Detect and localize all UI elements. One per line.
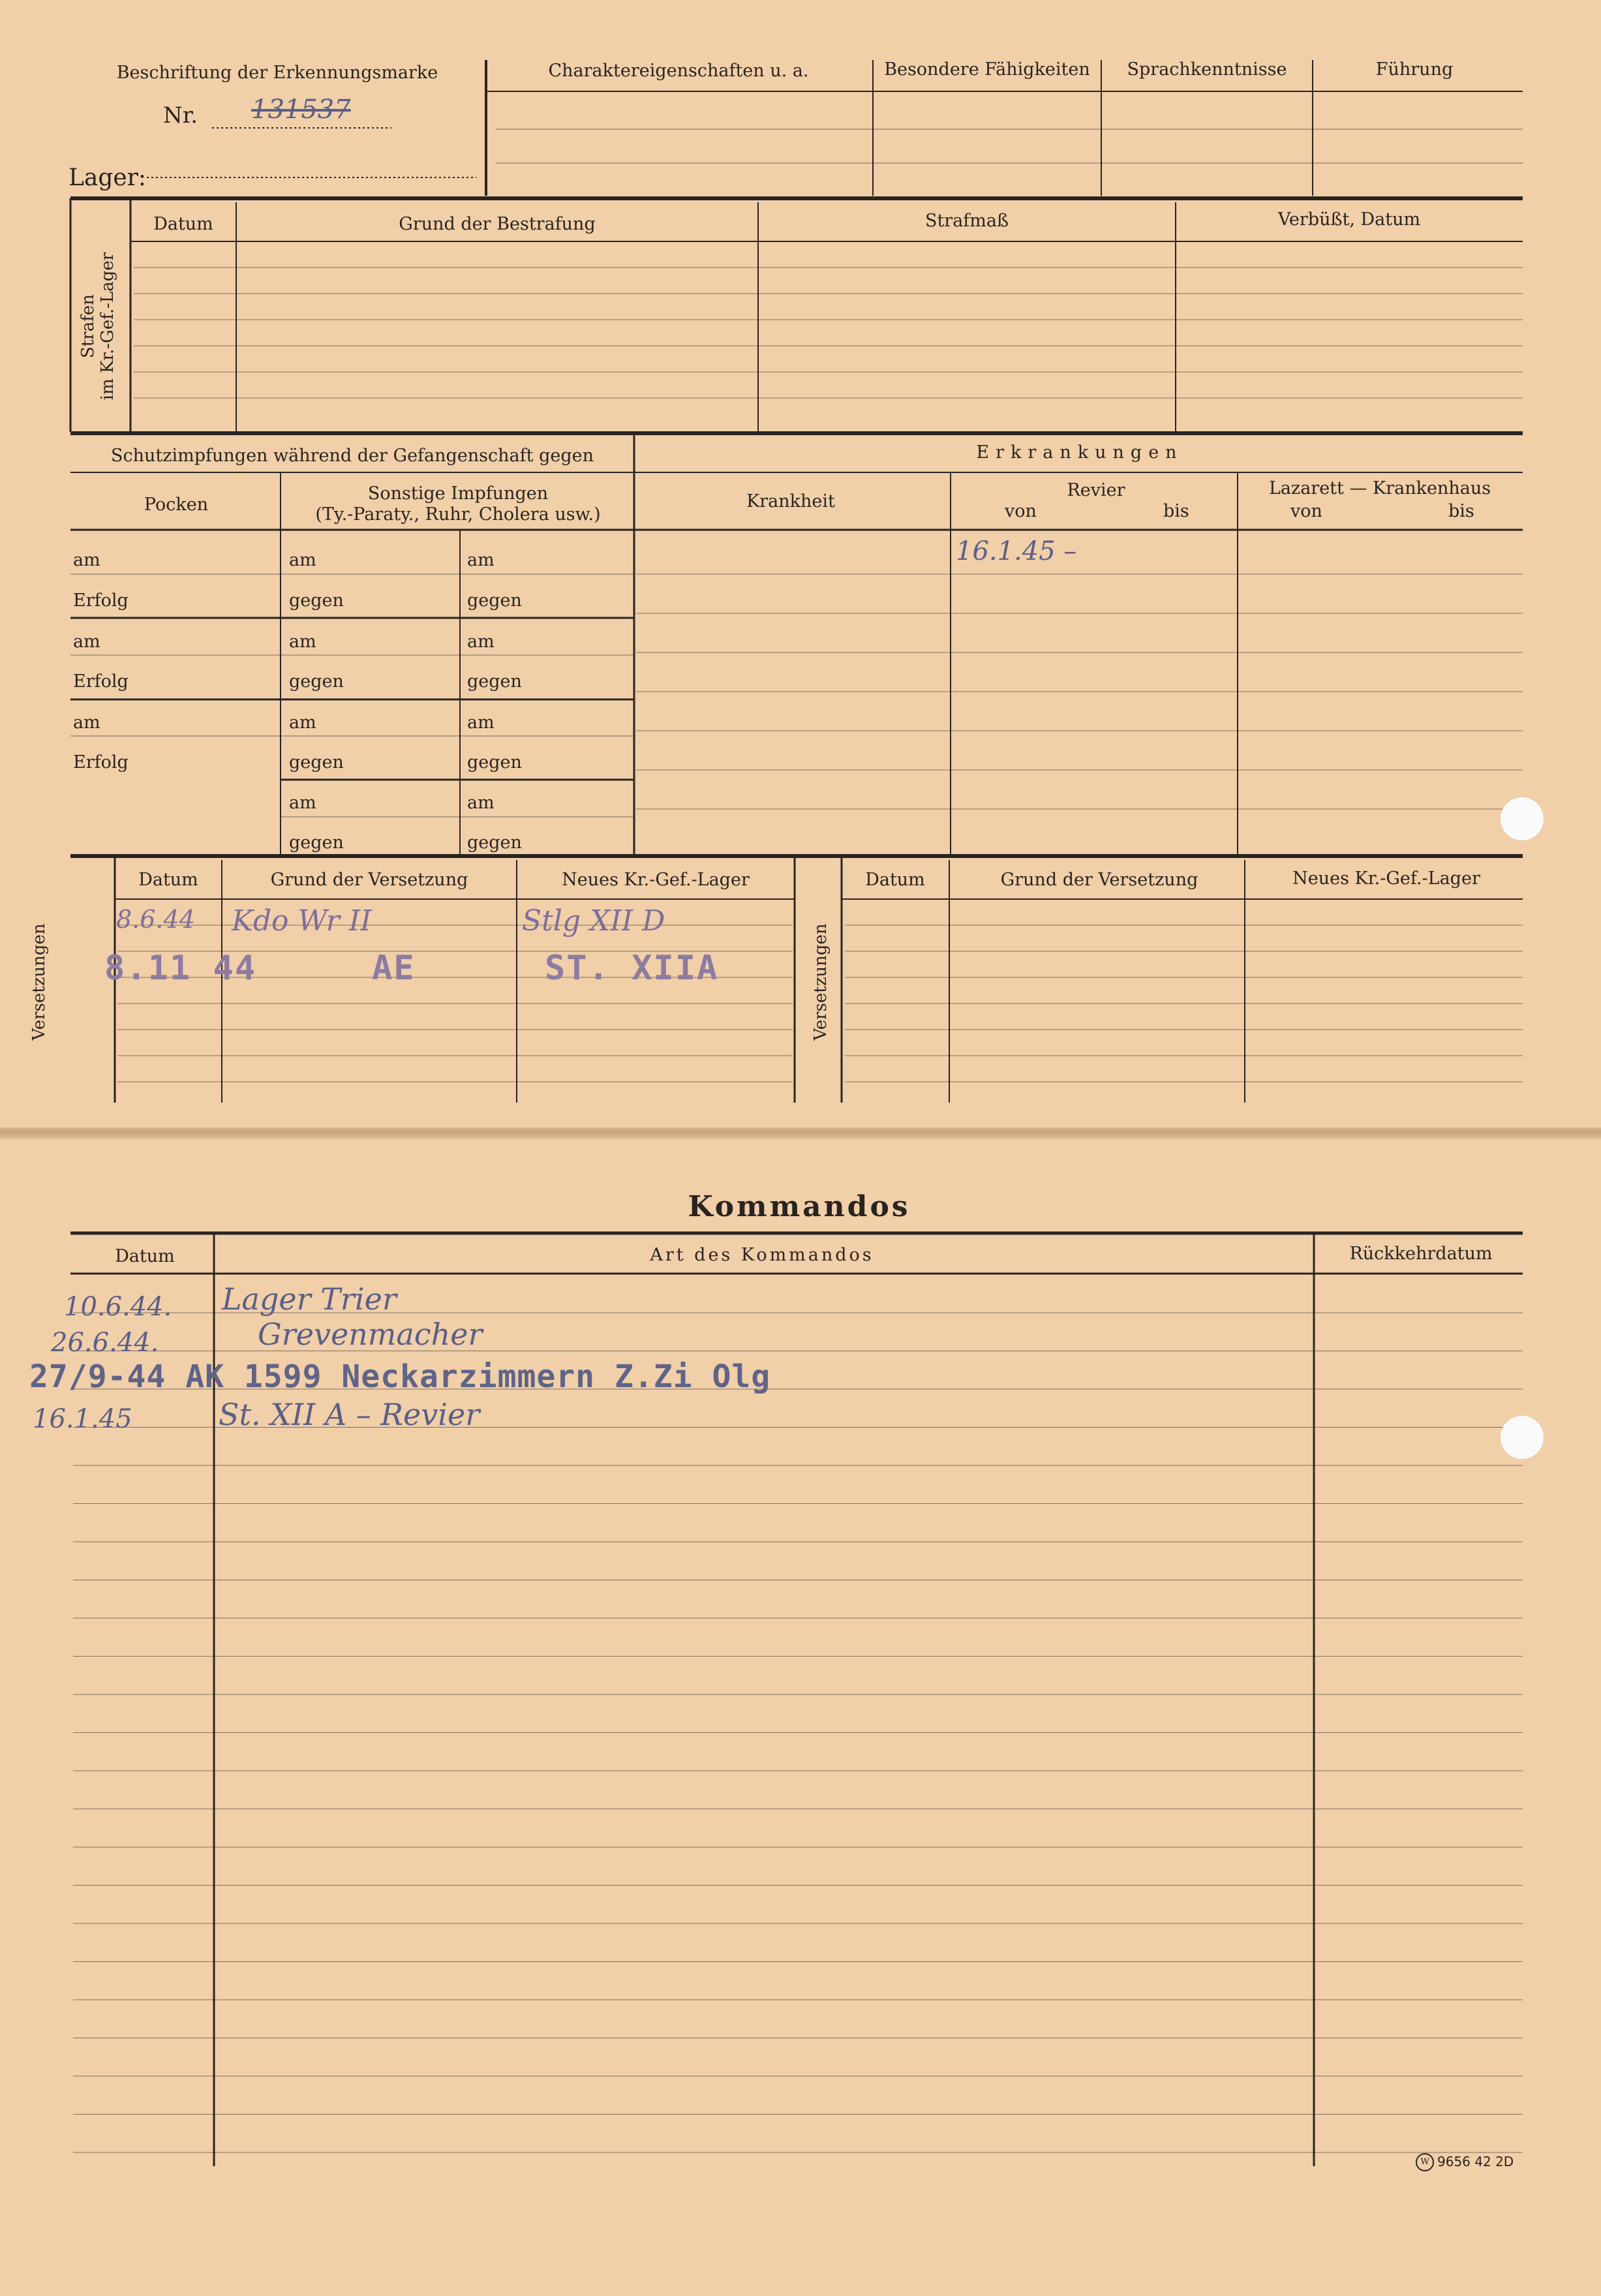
punch-hole	[1501, 1416, 1544, 1459]
vers-col-datum-r: Datum	[865, 870, 925, 890]
erk-lazarett-bis: bis	[1448, 501, 1474, 521]
col-charakter: Charaktereigenschaften u. a.	[548, 61, 809, 81]
vers-hw-datum: 8.6.44	[116, 905, 195, 934]
sonst-gegen-3b: gegen	[467, 752, 522, 773]
kommando-col-art: Art des Kommandos	[650, 1245, 874, 1265]
erkrankungen-title: Erkrankungen	[976, 442, 1183, 463]
kommando-text-1: Lager Trier	[222, 1281, 397, 1317]
strafen-col-verbuesst: Verbüßt, Datum	[1277, 209, 1421, 230]
footer-code: 9656 42 2D	[1437, 2154, 1514, 2169]
nr-value: 131537	[251, 95, 351, 125]
erk-col-revier: Revier	[1067, 480, 1125, 500]
sonst-am-2b: am	[467, 632, 495, 652]
sonst-am-2a: am	[289, 632, 316, 652]
punch-hole	[1501, 797, 1544, 840]
col-sprachkenntnisse: Sprachkenntnisse	[1127, 59, 1287, 80]
pocken-erfolg-1: Erfolg	[73, 590, 129, 611]
vers-col-lager-l: Neues Kr.-Gef.-Lager	[562, 870, 750, 890]
vers-stamp-datum: 8.11 44	[104, 949, 257, 988]
sonst-am-1b: am	[467, 550, 495, 570]
strafen-col-datum: Datum	[153, 214, 213, 234]
versetzungen-side-label-right: Versetzungen	[811, 923, 831, 1041]
vers-col-datum-l: Datum	[138, 870, 198, 890]
strafen-side-label-1: Strafen	[78, 294, 98, 358]
vers-hw-lager: Stlg XII D	[522, 904, 665, 938]
sonst-gegen-2a: gegen	[289, 671, 344, 692]
pocken-erfolg-2: Erfolg	[73, 671, 129, 692]
col-faehigkeiten: Besondere Fähigkeiten	[884, 59, 1090, 80]
vers-col-lager-r: Neues Kr.-Gef.-Lager	[1292, 868, 1480, 889]
vers-col-grund-l: Grund der Versetzung	[270, 870, 468, 890]
kommando-col-rueckkehr: Rückkehrdatum	[1349, 1244, 1493, 1264]
pocken-am-1: am	[73, 550, 100, 570]
erk-col-lazarett: Lazarett — Krankenhaus	[1268, 478, 1491, 498]
vers-col-grund-r: Grund der Versetzung	[1000, 870, 1198, 890]
sonst-gegen-1a: gegen	[289, 590, 344, 611]
pocken-am-2: am	[73, 632, 100, 652]
sonst-gegen-2b: gegen	[467, 671, 522, 692]
sonst-gegen-4b: gegen	[467, 833, 522, 853]
erk-revier-entry: 16.1.45 –	[956, 536, 1077, 566]
pocken-am-3: am	[73, 712, 100, 733]
kommando-text-2: Grevenmacher	[258, 1317, 483, 1352]
printer-mark-icon: W	[1416, 2153, 1434, 2171]
marke-label: Beschriftung der Erkennungsmarke	[116, 63, 438, 83]
erk-revier-bis: bis	[1163, 501, 1189, 521]
sonst-am-3b: am	[467, 712, 495, 733]
strafen-col-strafmass: Strafmaß	[924, 211, 1009, 231]
kommando-date-2: 26.6.44.	[51, 1328, 159, 1358]
vers-stamp-lager: ST. XIIA	[545, 949, 719, 988]
erk-revier-von: von	[1005, 501, 1037, 521]
kommando-text-4: St. XII A – Revier	[219, 1397, 480, 1432]
vers-stamp-grund: AE	[372, 949, 416, 988]
sonst-am-3a: am	[289, 712, 316, 733]
nr-label: Nr.	[163, 102, 198, 129]
kommando-date-4: 16.1.45	[33, 1404, 132, 1434]
kommando-date-1: 10.6.44.	[64, 1292, 172, 1322]
impfung-sonstige-1: Sonstige Impfungen	[367, 483, 549, 504]
vers-hw-grund: Kdo Wr II	[232, 904, 372, 938]
kommando-stamp-line: 27/9-44 AK 1599 Neckarzimmern Z.Zi Olg	[29, 1358, 771, 1395]
sonst-gegen-3a: gegen	[289, 752, 344, 773]
impfung-sonstige-2: (Ty.-Paraty., Ruhr, Cholera usw.)	[315, 504, 601, 525]
versetzungen-side-label-left: Versetzungen	[29, 923, 49, 1041]
strafen-col-grund: Grund der Bestrafung	[399, 214, 596, 234]
pocken-erfolg-3: Erfolg	[73, 752, 129, 773]
erk-col-krankheit: Krankheit	[746, 491, 835, 512]
impfung-title: Schutzimpfungen während der Gefangenschaft gegen	[111, 446, 594, 466]
col-fuehrung: Führung	[1375, 59, 1454, 80]
strafen-side-label	[78, 241, 117, 411]
kommandos-title: Kommandos	[688, 1190, 911, 1223]
sonst-am-4b: am	[467, 793, 495, 813]
lager-label: Lager:	[69, 164, 147, 191]
paper-fold	[0, 1127, 1601, 1139]
erk-lazarett-von: von	[1290, 501, 1322, 521]
sonst-gegen-1b: gegen	[467, 590, 522, 611]
strafen-side-label-2: im Kr.-Gef.-Lager	[98, 252, 117, 401]
impfung-pocken: Pocken	[144, 495, 209, 515]
kommando-col-datum: Datum	[115, 1246, 175, 1266]
sonst-gegen-4a: gegen	[289, 833, 344, 853]
sonst-am-4a: am	[289, 793, 316, 813]
sonst-am-1a: am	[289, 550, 316, 570]
